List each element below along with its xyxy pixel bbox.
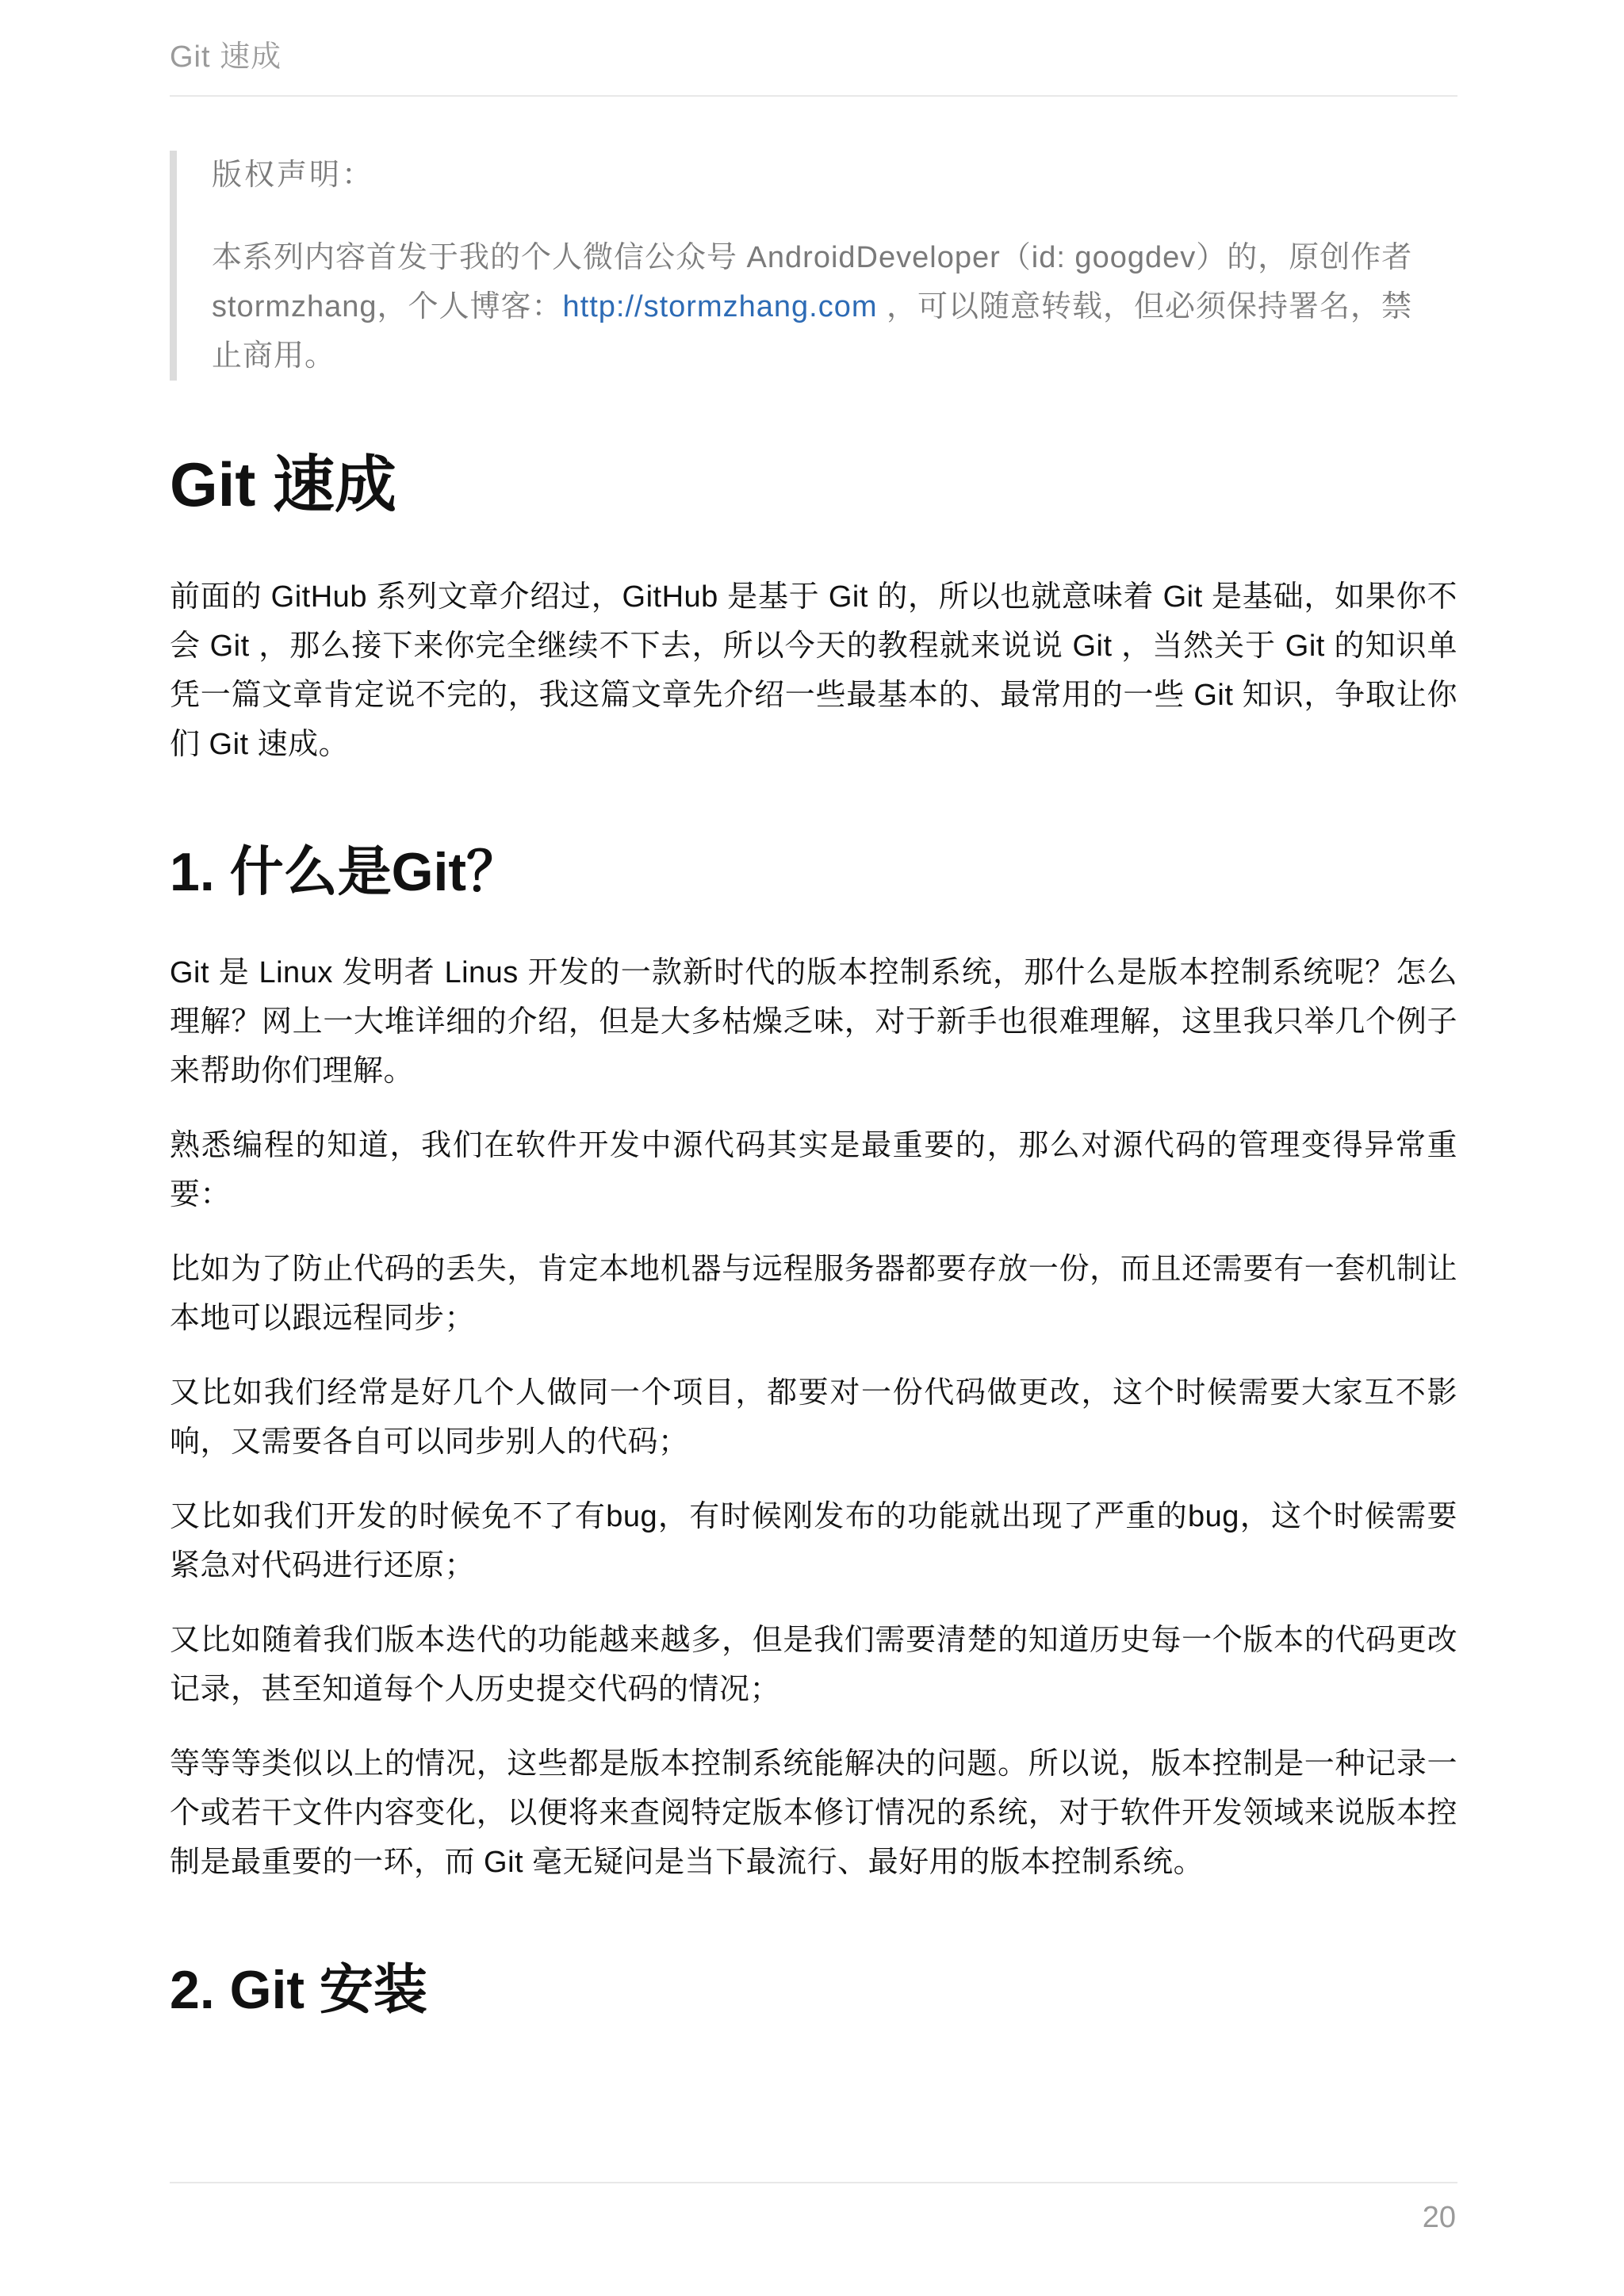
page-number: 20 [1422,2201,1456,2234]
section-1-paragraph: 熟悉编程的知道，我们在软件开发中源代码其实是最重要的，那么对源代码的管理变得异常重要： [170,1129,1457,1211]
section-1-heading: 1. 什么是Git？ [170,842,521,902]
copyright-text-after-link: ，可以随意转载，但必须保持署名，禁止商用。 [212,290,1413,373]
copyright-text [212,233,1442,381]
copyright-title: 版权声明： [212,159,375,192]
section-1-paragraph: 比如为了防止代码的丢失，肯定本地机器与远程服务器都要存放一份，而且还需要有一套机制让本地可以跟远程同步； [170,1253,1457,1335]
page-footer [170,2182,1457,2245]
article-title: Git 速成 [170,450,396,519]
section-1-paragraph: 又比如我们开发的时候免不了有bug，有时候刚发布的功能就出现了严重的bug，这个时候需要紧急对代码进行还原； [170,1500,1457,1582]
copyright-text-before-link: 本系列内容首发于我的个人微信公众号 AndroidDeveloper（id: googdev）的，原创作者 stormzhang，个人博客： [212,241,1413,323]
section-2-heading: 2. Git 安装 [170,1960,427,2020]
intro-paragraph: 前面的 GitHub 系列文章介绍过，GitHub 是基于 Git 的，所以也就意味着 Git 是基础，如果你不会 Git ，那么接下来你完全继续不下去，所以今天的教程就来说说 Git ，当然关于 Git 的知识单凭一篇文章肯定说不完的，我这篇文章先介绍一些最基本的、最常用的一些 Git 知识，争取让你们 Git 速成。 [170,580,1457,761]
section-1-paragraph: 又比如我们经常是好几个人做同一个项目，都要对一份代码做更改，这个时候需要大家互不影响，又需要各自可以同步别人的代码； [170,1376,1457,1459]
section-1-paragraph: 又比如随着我们版本迭代的功能越来越多，但是我们需要清楚的知道历史每一个版本的代码更改记录，甚至知道每个人历史提交代码的情况； [170,1624,1457,1706]
running-title: Git 速成 [170,40,282,74]
page-header [170,35,1457,97]
section-1-paragraph: 等等等类似以上的情况，这些都是版本控制系统能解决的问题。所以说，版本控制是一种记录一个或若干文件内容变化，以便将来查阅特定版本修订情况的系统，对于软件开发领域来说版本控制是最重要的一环，而 Git 毫无疑问是当下最流行、最好用的版本控制系统。 [170,1747,1457,1879]
section-1-paragraph: Git 是 Linux 发明者 Linus 开发的一款新时代的版本控制系统，那什么是版本控制系统呢？怎么理解？网上一大堆详细的介绍，但是大多枯燥乏味，对于新手也很难理解，这里我只举几个例子来帮助你们理解。 [170,956,1457,1088]
blog-link[interactable]: http://stormzhang.com [562,290,878,323]
copyright-notice [170,151,1457,381]
